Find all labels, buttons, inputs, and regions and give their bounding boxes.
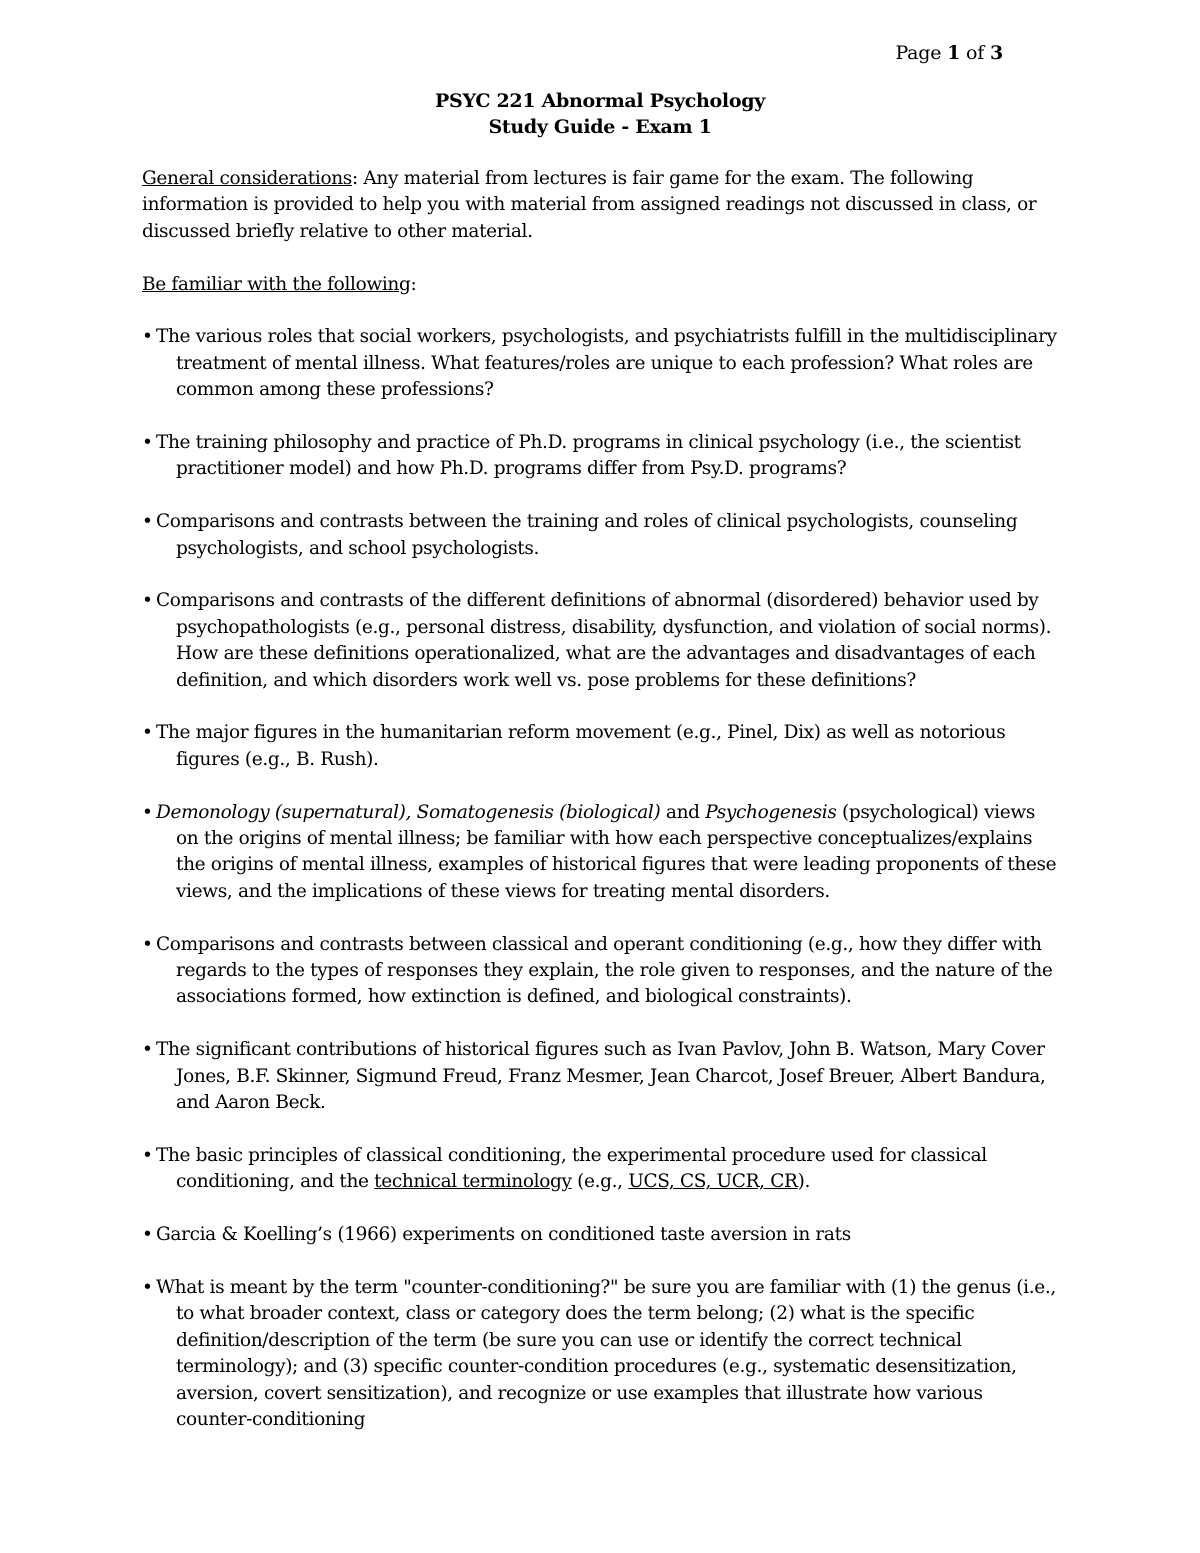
guide-title: Study Guide - Exam 1 [488, 116, 712, 138]
document-title [0, 88, 1200, 140]
familiar-label: Be familiar with the following [142, 273, 411, 295]
terminology-examples: UCS, CS, UCR, CR [628, 1171, 798, 1193]
bullet-item: • Demonology (supernatural), Somatogenesis (biological) and Psychogenesis (psychological) views on the origins of mental illness; be familiar with how each perspective conceptualizes/explains the origins of mental illness, examples of historical figures that were leading proponents of these views, and the implications of these views for treating mental disorders. [142, 801, 1057, 902]
bullet-item: • The major figures in the humanitarian reform movement (e.g., Pinel, Dix) as well as notorious figures (e.g., B. Rush). [142, 722, 1006, 770]
page-number: Page 1 of 3 [895, 42, 1003, 64]
bullet-item: • What is meant by the term "counter-conditioning?" be sure you are familiar with (1) the genus (i.e., to what broader context, class or category does the term belong; (2) what is the specific definition/description of the term (be sure you can use or identify the correct technical terminology); and (3) specific counter-condition procedures (e.g., systematic desensitization, aversion, covert sensitization), and recognize or use examples that illustrate how various counter-conditioning [142, 1276, 1056, 1430]
bullet-item: • Comparisons and contrasts of the different definitions of abnormal (disordered) behavior used by psychopathologists (e.g., personal distress, disability, dysfunction, and violation of social norms). How are these definitions operationalized, what are the advantages and disadvantages of each definition, and which disorders work well vs. pose problems for these definitions? [142, 590, 1052, 691]
technical-terminology: technical terminology [374, 1171, 572, 1193]
bullet-item: • Comparisons and contrasts between classical and operant conditioning (e.g., how they differ with regards to the types of responses they explain, the role given to responses, and the nature of the associations formed, how extinction is defined, and biological constraints). [142, 933, 1053, 1008]
current-page: 1 [947, 42, 961, 64]
bullet-item: • Comparisons and contrasts between the training and roles of clinical psychologists, counseling psychologists, and school psychologists. [142, 511, 1018, 559]
course-title: PSYC 221 Abnormal Psychology [435, 90, 765, 112]
bullet-item: • The training philosophy and practice of Ph.D. programs in clinical psychology (i.e., the scientist practitioner model) and how Ph.D. programs differ from Psy.D. programs? [142, 432, 1021, 480]
document-body [142, 166, 1057, 1433]
bullet-item: • The various roles that social workers, psychologists, and psychiatrists fulfill in the multidisciplinary treatment of mental illness. What features/roles are unique to each profession? What roles are common among these professions? [142, 326, 1057, 401]
total-pages: 3 [989, 42, 1003, 64]
bullet-item: • Garcia & Koelling’s (1966) experiments on conditioned taste aversion in rats [142, 1224, 851, 1246]
general-label: General considerations [142, 168, 352, 189]
bullet-item: • The significant contributions of historical figures such as Ivan Pavlov, John B. Watson, Mary Cover Jones, B.F. Skinner, Sigmund Freud, Franz Mesmer, Jean Charcot, Josef Breuer, Albert Bandura, and Aaron Beck. [142, 1039, 1046, 1114]
familiar-heading: Be familiar with the following: [142, 273, 417, 295]
bullet-item: • The basic principles of classical conditioning, the experimental procedure used for classical conditioning, and the technical terminology (e.g., UCS, CS, UCR, CR). [142, 1144, 987, 1193]
general-considerations: General considerations: Any material from lectures is fair game for the exam. The following information is provided to help you with material from assigned readings not discussed in class, or discussed briefly relative to other material. [142, 168, 1037, 242]
